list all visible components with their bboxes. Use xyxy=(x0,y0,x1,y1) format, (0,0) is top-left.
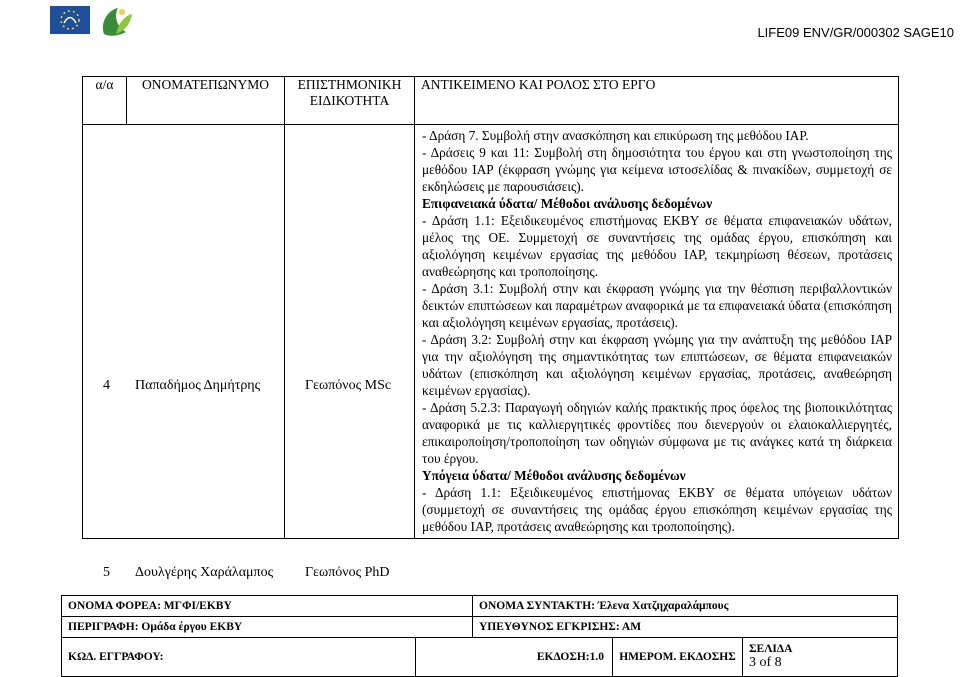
header-name: ΟΝΟΜΑΤΕΠΩΝΥΜΟ xyxy=(127,77,285,125)
project-id: LIFE09 ENV/GR/000302 SAGE10 xyxy=(757,25,954,40)
role-section-heading: Επιφανειακά ύδατα/ Μέθοδοι ανάλυσης δεδομένων xyxy=(422,196,713,211)
header-no: α/α xyxy=(83,77,127,125)
role-paragraph: - Δράση 1.1: Εξειδικευμένος επιστήμονας ΕΚΒΥ σε θέματα επιφανειακών υδάτων, μέλος της ΟΕ. Συμμετοχή σε συναντήσεις της ομάδας έργου, επισκόπηση και αξιολόγηση κειμένων εργασίας της μεθόδου IAP, τεκμηρίωση θέσεων, προτάσεις αναθεώρησης και τροποποίησης. xyxy=(422,213,892,279)
names-cell xyxy=(83,125,285,580)
person-number: 4 xyxy=(103,378,110,393)
role-paragraph: - Δράση 1.1: Εξειδικευμένος επιστήμονας ΕΚΒΥ σε θέματα υπόγειων υδάτων (συμμετοχή σε συναντήσεις της ομάδας έργου επισκόπηση κειμένων εργασίας της μεθόδου IAP, προτάσεις αναθεώρησης και τροποποίησης). xyxy=(422,485,892,534)
person-specialty: Γεωπόνος MSc xyxy=(305,378,392,393)
natura-2000-logo-icon xyxy=(96,4,136,38)
table-row xyxy=(83,125,899,539)
footer-reg-code: ΚΩΔ. ΕΓΓΡΑΦΟΥ: xyxy=(62,638,416,677)
footer-version: ΕΚΔΟΣΗ:1.0 xyxy=(416,638,613,677)
footer-org: ΟΝΟΜΑ ΦΟΡΕΑ: ΜΓΦΙ/ΕΚΒΥ xyxy=(62,596,473,617)
team-table xyxy=(82,76,899,580)
person-name: Δουλγέρης Χαράλαμπος xyxy=(135,565,274,580)
role-paragraph: - Δράση 3.2: Συμβολή στην και έκφραση γνώμης για την ανάπτυξη της μεθόδου IAP για την αξιολόγηση της σημαντικότητας των επιπτώσεων, σε θέματα επιφανειακών υδάτων (επισκόπηση και αξιολόγηση κειμένων εργασίας, προτάσεις, αναθεώρηση κειμένων εργασίας). xyxy=(422,332,892,398)
header-role: ΑΝΤΙΚΕΙΜΕΝΟ ΚΑΙ ΡΟΛΟΣ ΣΤΟ ΕΡΓΟ xyxy=(415,77,899,125)
role-description xyxy=(415,125,898,538)
footer-version-date: ΗΜΕΡΟΜ. ΕΚΔΟΣΗΣ xyxy=(613,638,743,677)
footer-approver: ΥΠΕΥΘΥΝΟΣ ΕΓΚΡΙΣΗΣ: ΑΜ xyxy=(473,617,898,638)
role-section-heading: Υπόγεια ύδατα/ Μέθοδοι ανάλυσης δεδομένων xyxy=(422,468,686,483)
person-number: 5 xyxy=(103,565,110,580)
role-paragraph: - Δράση 3.1: Συμβολή στην και έκφραση γνώμης για την θέσπιση περιβαλλοντικών δεικτών επιπτώσεων και παραμέτρων αναφορικά με τα επιφανειακά ύδατα (επισκόπηση και αξιολόγηση κειμένων εργασίας, προτάσεις). xyxy=(422,281,892,330)
footer-page-cell xyxy=(743,638,898,677)
role-cell xyxy=(415,125,899,539)
footer-page-value: 3 of 8 xyxy=(749,655,782,670)
page-header xyxy=(0,0,960,60)
spec-cell xyxy=(285,125,415,580)
header-spec: ΕΠΙΣΤΗΜΟΝΙΚΗ ΕΙΔΙΚΟΤΗΤΑ xyxy=(285,77,415,125)
footer-page-label: ΣΕΛΙΔΑ xyxy=(749,643,793,655)
role-paragraph: - Δράση 7. Συμβολή στην ανασκόπηση και επικύρωση της μεθόδου IAP. xyxy=(422,128,809,143)
person-name: Παπαδήμος Δημήτρης xyxy=(135,378,261,393)
role-paragraph: - Δράσεις 9 και 11: Συμβολή στη δημοσιότητα του έργου και στη γνωστοποίηση της μεθόδου IAP (έκφραση γνώμης για κείμενα ιστοσελίδας & πινακίδων, συμμετοχή σε εκδηλώσεις με παρουσιάσεις). xyxy=(422,145,892,194)
person-specialty: Γεωπόνος PhD xyxy=(305,565,390,580)
role-paragraph: - Δράση 5.2.3: Παραγωγή οδηγιών καλής πρακτικής προς όφελος της βιοποικιλότητας αναφορικά με τις καλλιεργητικές φροντίδες που διενεργούν οι ελαιοκαλλιεργητές, επικαιροποίηση/τροποποίηση των οδηγιών σύμφωνα με τις ανάγκες κατά τη διάρκεια του έργου. xyxy=(422,400,892,466)
life-logo-icon xyxy=(50,6,90,34)
document-footer xyxy=(61,595,898,677)
footer-author: ΟΝΟΜΑ ΣΥΝΤΑΚΤΗ: Έλενα Χατζηχαραλάμπους xyxy=(473,596,898,617)
footer-description: ΠΕΡΙΓΡΑΦΗ: Ομάδα έργου ΕΚΒΥ xyxy=(62,617,473,638)
table-header-row xyxy=(83,77,899,125)
